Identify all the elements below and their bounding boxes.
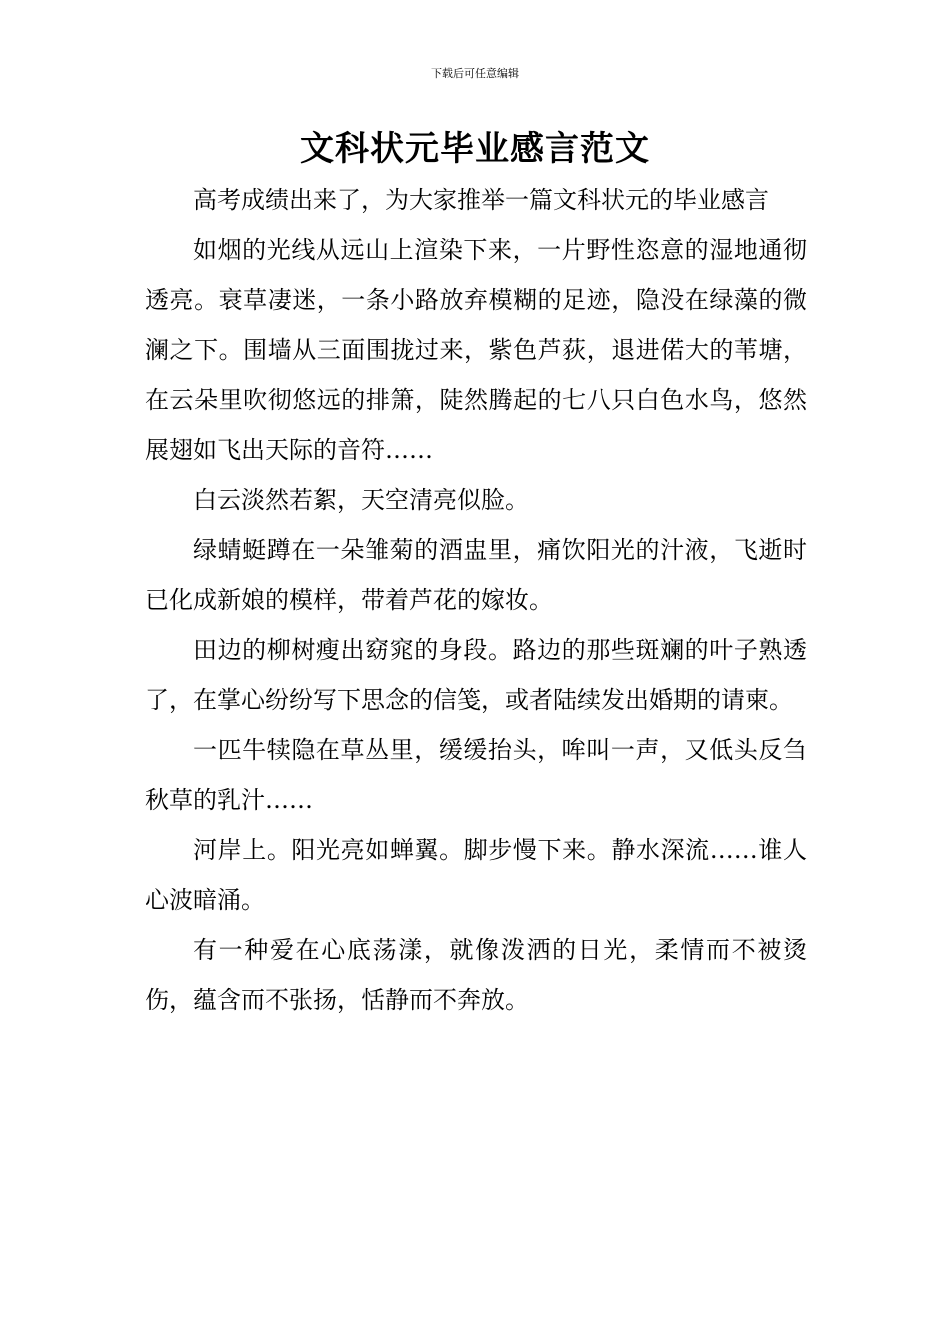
paragraph: 白云淡然若絮，天空清亮似脸。 — [193, 486, 529, 514]
header-note: 下载后可任意编辑 — [431, 67, 519, 80]
paragraph: 田边的柳树瘦出窈窕的身段。路边的那些斑斓的叶子熟透了，在掌心纷纷写下思念的信笺，或者陆续发出婚期的请柬。 — [145, 636, 807, 714]
paragraph: 高考成绩出来了，为大家推举一篇文科状元的毕业感言 — [193, 186, 769, 214]
paragraph: 有一种爱在心底荡漾，就像泼洒的日光，柔情而不被烫伤，蕴含而不张扬，恬静而不奔放。 — [145, 936, 807, 1014]
document-title: 文科状元毕业感言范文 — [300, 129, 650, 169]
document-body — [145, 175, 807, 1025]
paragraph: 绿蜻蜓蹲在一朵雏菊的酒盅里，痛饮阳光的汁液，飞逝时已化成新娘的模样，带着芦花的嫁妆。 — [145, 536, 807, 614]
paragraph: 如烟的光线从远山上渲染下来，一片野性恣意的湿地通彻透亮。衰草凄迷，一条小路放弃模糊的足迹，隐没在绿藻的微澜之下。围墙从三面围拢过来，紫色芦荻，退进偌大的苇塘，在云朵里吹彻悠远的排箫，陡然腾起的七八只白色水鸟，悠然展翅如飞出天际的音符…… — [145, 236, 807, 464]
paragraph: 一匹牛犊隐在草丛里，缓缓抬头，哞叫一声，又低头反刍秋草的乳汁…… — [145, 736, 807, 814]
paragraph: 河岸上。阳光亮如蝉翼。脚步慢下来。静水深流……谁人心波暗涌。 — [145, 836, 807, 914]
